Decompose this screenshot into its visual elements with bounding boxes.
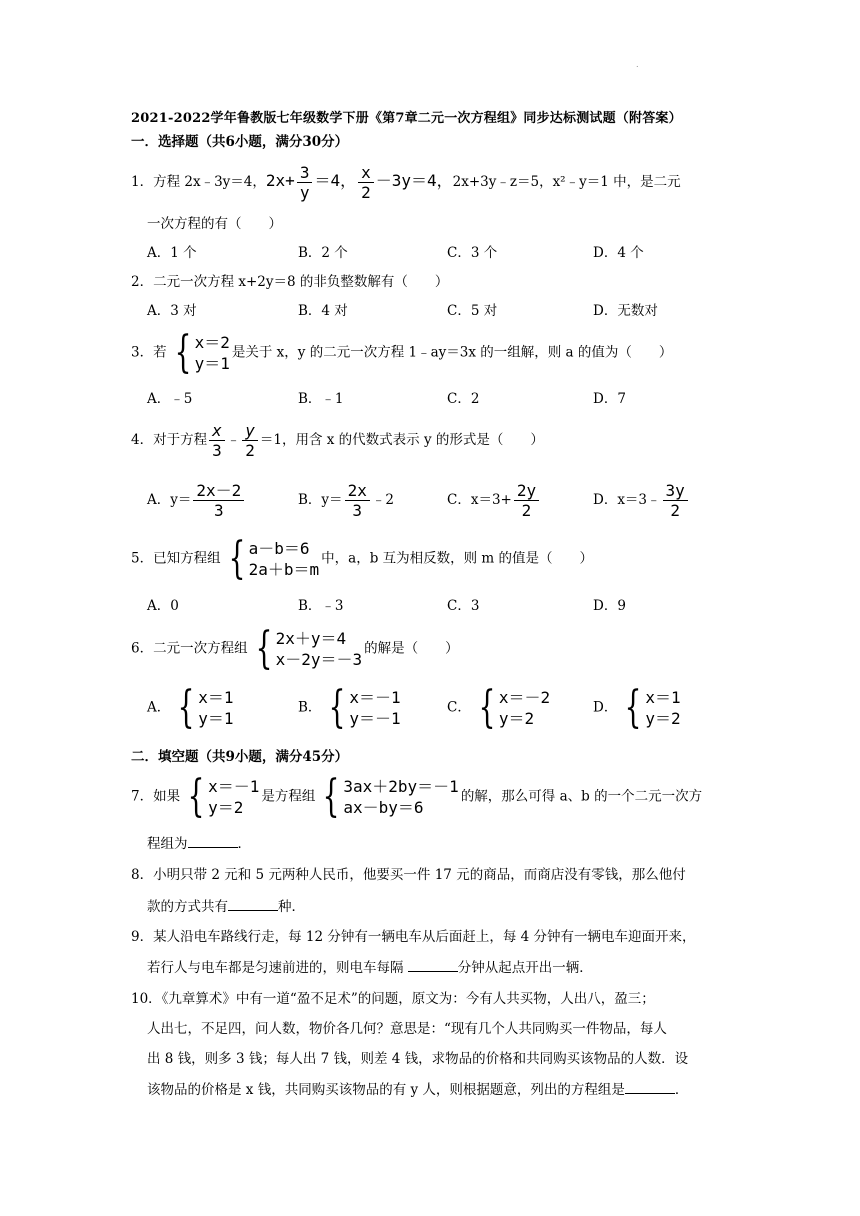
- q6-option-c: C． { x＝－2 y＝2: [447, 682, 551, 733]
- page-mark: .: [636, 60, 639, 69]
- q2-option-b: B．4 对: [298, 303, 348, 319]
- q6-option-b: B． { x＝－1 y＝－1: [298, 682, 401, 733]
- q5-option-c: C．3: [447, 598, 480, 614]
- q2-option-c: C．5 对: [447, 303, 498, 319]
- question-10-line2: 人出七，不足四，问人数，物价各几何？意思是：“现有几个人共同购买一件物品，每人: [147, 1021, 667, 1037]
- question-1: 1．方程 2x﹣3y＝4，2x+ $\frac{3}{y}$ ＝4， $\frac{x}{2}$ －3y＝4，2x+3y﹣z＝5，x²﹣y＝1 中，是二元: [131, 163, 681, 202]
- answer-blank[interactable]: [408, 957, 458, 972]
- question-10-line4: 该物品的价格是 x 钱，共同购买该物品的有 y 人，则根据题意，列出的方程组是 ．: [147, 1079, 688, 1100]
- question-10: 10．《九章算术》中有一道“盈不足术”的问题，原文为：今有人共买物，人出八，盈三；: [131, 991, 655, 1007]
- q5-option-a: A．0: [147, 598, 179, 614]
- q4-option-a: A．y＝ $\frac{2x-2}{3}$: [147, 481, 246, 520]
- answer-blank[interactable]: [228, 896, 278, 911]
- q3-option-c: C．2: [447, 391, 480, 407]
- q1-option-c: C．3 个: [447, 245, 498, 261]
- question-9: 9．某人沿电车路线行走，每 12 分钟有一辆电车从后面赶上，每 4 分钟有一辆电车迎面开来，: [131, 929, 696, 945]
- q1-option-a: A．1 个: [147, 245, 197, 261]
- q4-option-b: B．y＝ $\frac{2x}{3}$ ﹣2: [298, 481, 394, 520]
- q2-option-a: A．3 对: [147, 303, 197, 319]
- q5-option-b: B．﹣3: [298, 598, 344, 614]
- question-8-line2: 款的方式共有 种．: [147, 896, 305, 917]
- answer-blank[interactable]: [188, 833, 238, 848]
- question-2: 2．二元一次方程 x+2y＝8 的非负整数解有（ ）: [131, 274, 449, 290]
- question-8: 8．小明只带 2 元和 5 元两种人民币，他要买一件 17 元的商品，而商店没有零钱，那么他付: [131, 867, 686, 883]
- question-9-line2: 若行人与电车都是匀速前进的，则电车每隔 分钟从起点开出一辆．: [147, 957, 593, 978]
- question-1-line2: 一次方程的有（ ）: [147, 216, 282, 232]
- question-4: 4．对于方程 $\frac{x}{3}$ ﹣ $\frac{y}{2}$ ＝1，用含 x 的代数式表示 y 的形式是（ ）: [131, 421, 544, 460]
- page-title: 2021-2022学年鲁教版七年级数学下册《第7章二元一次方程组》同步达标测试题（附答案）: [131, 111, 682, 126]
- q6-option-d: D． { x＝1 y＝2: [593, 682, 681, 733]
- answer-blank[interactable]: [625, 1079, 675, 1094]
- question-10-line3: 出 8 钱，则多 3 钱；每人出 7 钱，则差 4 钱，求物品的价格和共同购买该物品的人数．设: [147, 1051, 689, 1067]
- q3-option-a: A．﹣5: [147, 391, 193, 407]
- question-6: 6．二元一次方程组 { 2x＋y＝4 x－2y＝－3 的解是（ ）: [131, 623, 459, 674]
- q3-option-b: B．﹣1: [298, 391, 344, 407]
- question-7-line2: 程组为 ．: [147, 833, 251, 854]
- q3-option-d: D．7: [593, 391, 626, 407]
- section-choice-heading: 一．选择题（共6小题，满分30分）: [131, 134, 349, 150]
- q1-option-b: B．2 个: [298, 245, 348, 261]
- q4-option-c: C．x＝3+ $\frac{2y}{2}$: [447, 481, 541, 520]
- q1-option-d: D．4 个: [593, 245, 644, 261]
- q6-option-a: A． { x＝1 y＝1: [147, 682, 234, 733]
- section-fill-heading: 二．填空题（共9小题，满分45分）: [131, 749, 349, 765]
- question-7: 7．如果 { x＝－1 y＝2 是方程组 { 3ax＋2by＝－1 ax－by＝6 的解，那么可得 a、b 的一个二元一次方: [131, 771, 703, 822]
- question-3: 3．若 { x＝2 y＝1 是关于 x，y 的二元一次方程 1﹣ay＝3x 的一组解，则 a 的值为（ ）: [131, 327, 673, 378]
- q4-option-d: D．x＝3﹣ $\frac{3y}{2}$: [593, 481, 690, 520]
- q2-option-d: D．无数对: [593, 303, 658, 319]
- q5-option-d: D．9: [593, 598, 626, 614]
- question-5: 5．已知方程组 { a－b＝6 2a＋b＝m 中，a，b 互为相反数，则 m 的值是（ ）: [131, 533, 594, 584]
